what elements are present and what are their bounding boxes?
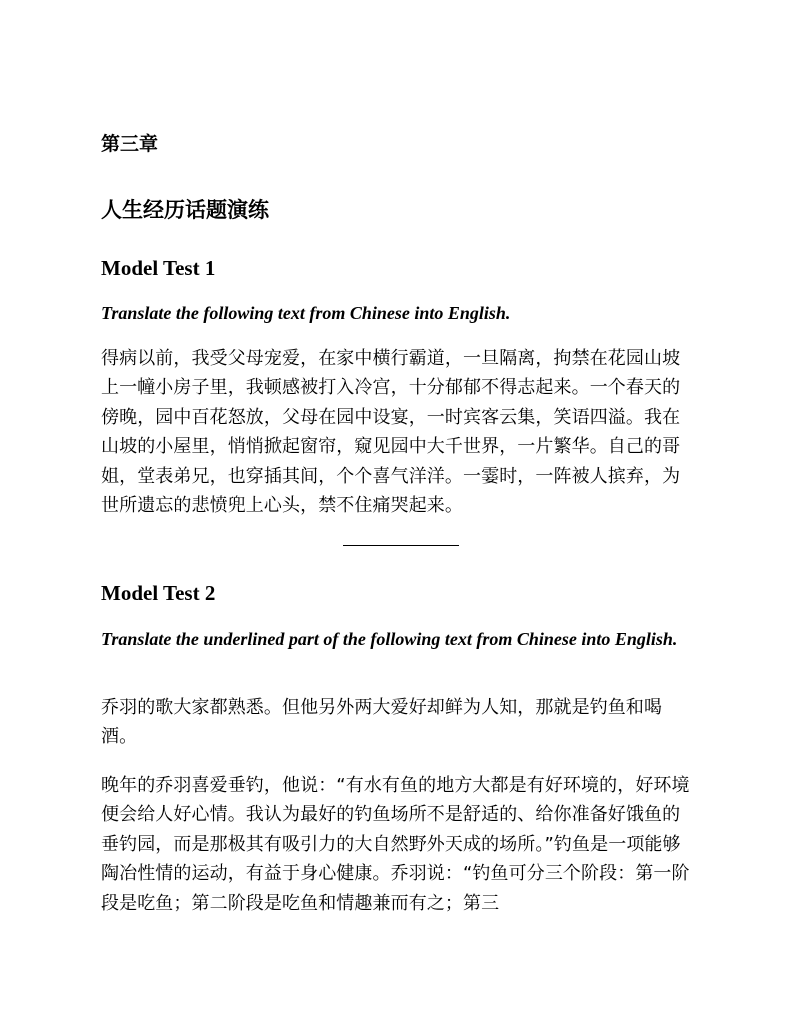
model-test-2-title: Model Test 2 (101, 581, 216, 605)
model-test-1-title: Model Test 1 (101, 256, 216, 280)
chapter-heading: 第三章 (101, 133, 159, 155)
section-divider (343, 545, 459, 546)
model-test-1-paragraph: 得病以前，我受父母宠爱，在家中横行霸道，一旦隔离，拘禁在花园山坡上一幢小房子里，我顿感被打入冷宫，十分郁郁不得志起来。一个春天的傍晚，园中百花怒放，父母在园中设宴，一时宾客云集，笑语四溢。我在山坡的小屋里，悄悄掀起窗帘，窥见园中大千世界，一片繁华。自己的哥姐，堂表弟兄，也穿插其间，个个喜气洋洋。一霎时，一阵被人摈弃，为世所遗忘的悲愤兜上心头，禁不住痛哭起来。 (101, 348, 681, 517)
model-test-2-paragraph-2: 晚年的乔羽喜爱垂钓，他说：“有水有鱼的地方大都是有好环境的，好环境便会给人好心情。我认为最好的钓鱼场所不是舒适的、给你准备好饿鱼的垂钓园，而是那极其有吸引力的大自然野外天成的场所。”钓鱼是一项能够陶冶性情的运动，有益于身心健康。乔羽说：“钓鱼可分三个阶段：第一阶段是吃鱼；第二阶段是吃鱼和情趣兼而有之；第三 (101, 775, 690, 914)
section-title: 人生经历话题演练 (101, 198, 269, 222)
model-test-1-instruction: Translate the following text from Chinese into English. (101, 303, 511, 323)
model-test-2-paragraph-1: 乔羽的歌大家都熟悉。但他另外两大爱好却鲜为人知，那就是钓鱼和喝酒。 (101, 697, 663, 748)
model-test-2-instruction: Translate the underlined part of the following text from Chinese into English. (101, 629, 678, 649)
